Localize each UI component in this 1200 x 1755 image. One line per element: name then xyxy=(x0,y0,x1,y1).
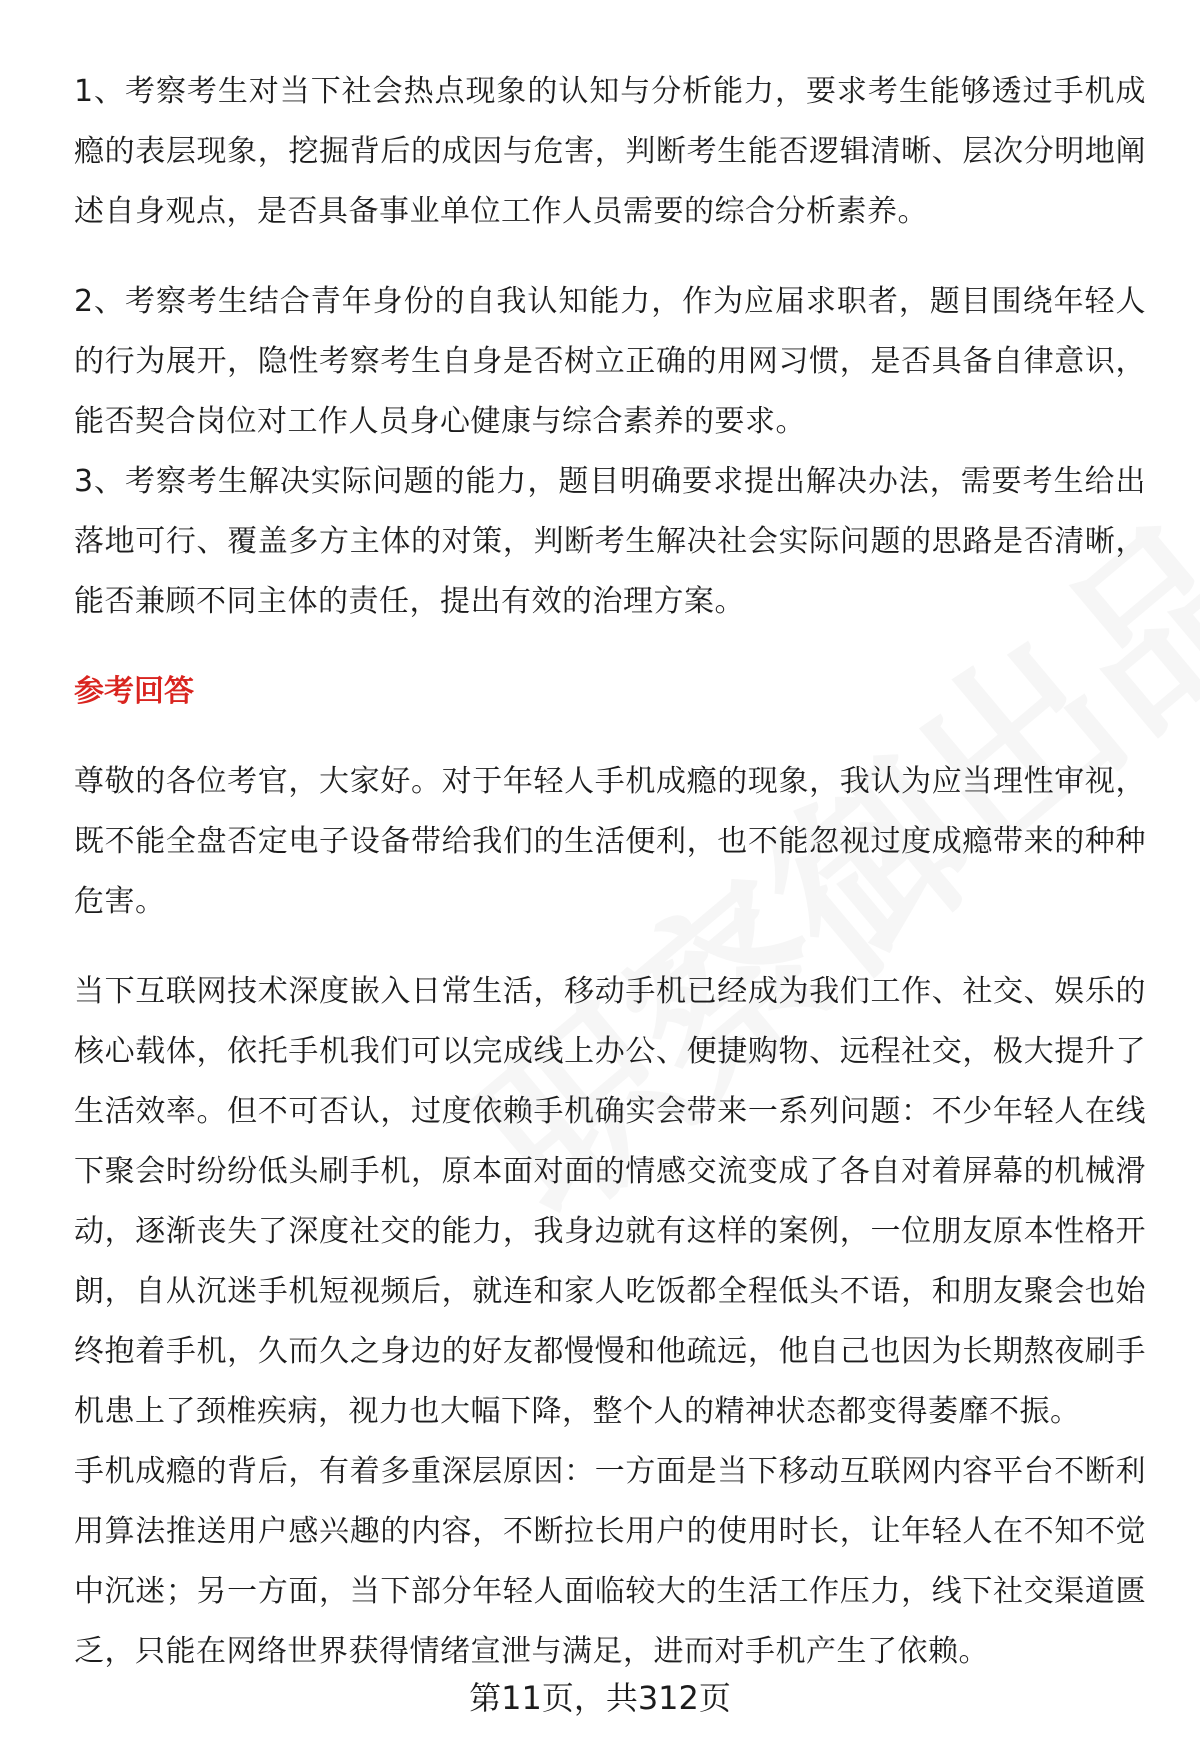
answer-paragraph-3: 手机成瘾的背后，有着多重深层原因：一方面是当下移动互联网内容平台不断利用算法推送用户感兴趣的内容，不断拉长用户的使用时长，让年轻人在不知不觉中沉迷；另一方面，当下部分年轻人面临较大的生活工作压力，线下社交渠道匮乏，只能在网络世界获得情绪宣泄与满足，进而对手机产生了依赖。 xyxy=(74,1454,1146,1669)
answer-paragraph-2: 当下互联网技术深度嵌入日常生活，移动手机已经成为我们工作、社交、娱乐的核心载体，依托手机我们可以完成线上办公、便捷购物、远程社交，极大提升了生活效率。但不可否认，过度依赖手机确实会带来一系列问题：不少年轻人在线下聚会时纷纷低头刷手机，原本面对面的情感交流变成了各自对着屏幕的机械滑动，逐渐丧失了深度社交的能力，我身边就有这样的案例，一位朋友原本性格开朗，自从沉迷手机短视频后，就连和家人吃饭都全程低头不语，和朋友聚会也始终抱着手机，久而久之身边的好友都慢慢和他疏远，他自己也因为长期熬夜刷手机患上了颈椎疾病，视力也大幅下降，整个人的精神状态都变得萎靡不振。 xyxy=(74,974,1146,1429)
analysis-point-2: 2、考察考生结合青年身份的自我认知能力，作为应届求职者，题目围绕年轻人的行为展开，隐性考察考生自身是否树立正确的用网习惯，是否具备自律意识，能否契合岗位对工作人员身心健康与综合素养的要求。 xyxy=(74,284,1146,439)
page-content xyxy=(74,62,1146,1682)
analysis-point-1: 1、考察考生对当下社会热点现象的认知与分析能力，要求考生能够透过手机成瘾的表层现象，挖掘背后的成因与危害，判断考生能否逻辑清晰、层次分明地阐述自身观点，是否具备事业单位工作人员需要的综合分析素养。 xyxy=(74,74,1146,229)
page-number-footer: 第11页，共312页 xyxy=(469,1679,731,1717)
section-heading: 参考回答 xyxy=(74,674,194,709)
analysis-point-3: 3、考察考生解决实际问题的能力，题目明确要求提出解决办法，需要考生给出落地可行、覆盖多方主体的对策，判断考生解决社会实际问题的思路是否清晰，能否兼顾不同主体的责任，提出有效的治理方案。 xyxy=(74,464,1146,619)
answer-paragraph-1: 尊敬的各位考官，大家好。对于年轻人手机成瘾的现象，我认为应当理性审视，既不能全盘否定电子设备带给我们的生活便利，也不能忽视过度成瘾带来的种种危害。 xyxy=(74,764,1146,919)
